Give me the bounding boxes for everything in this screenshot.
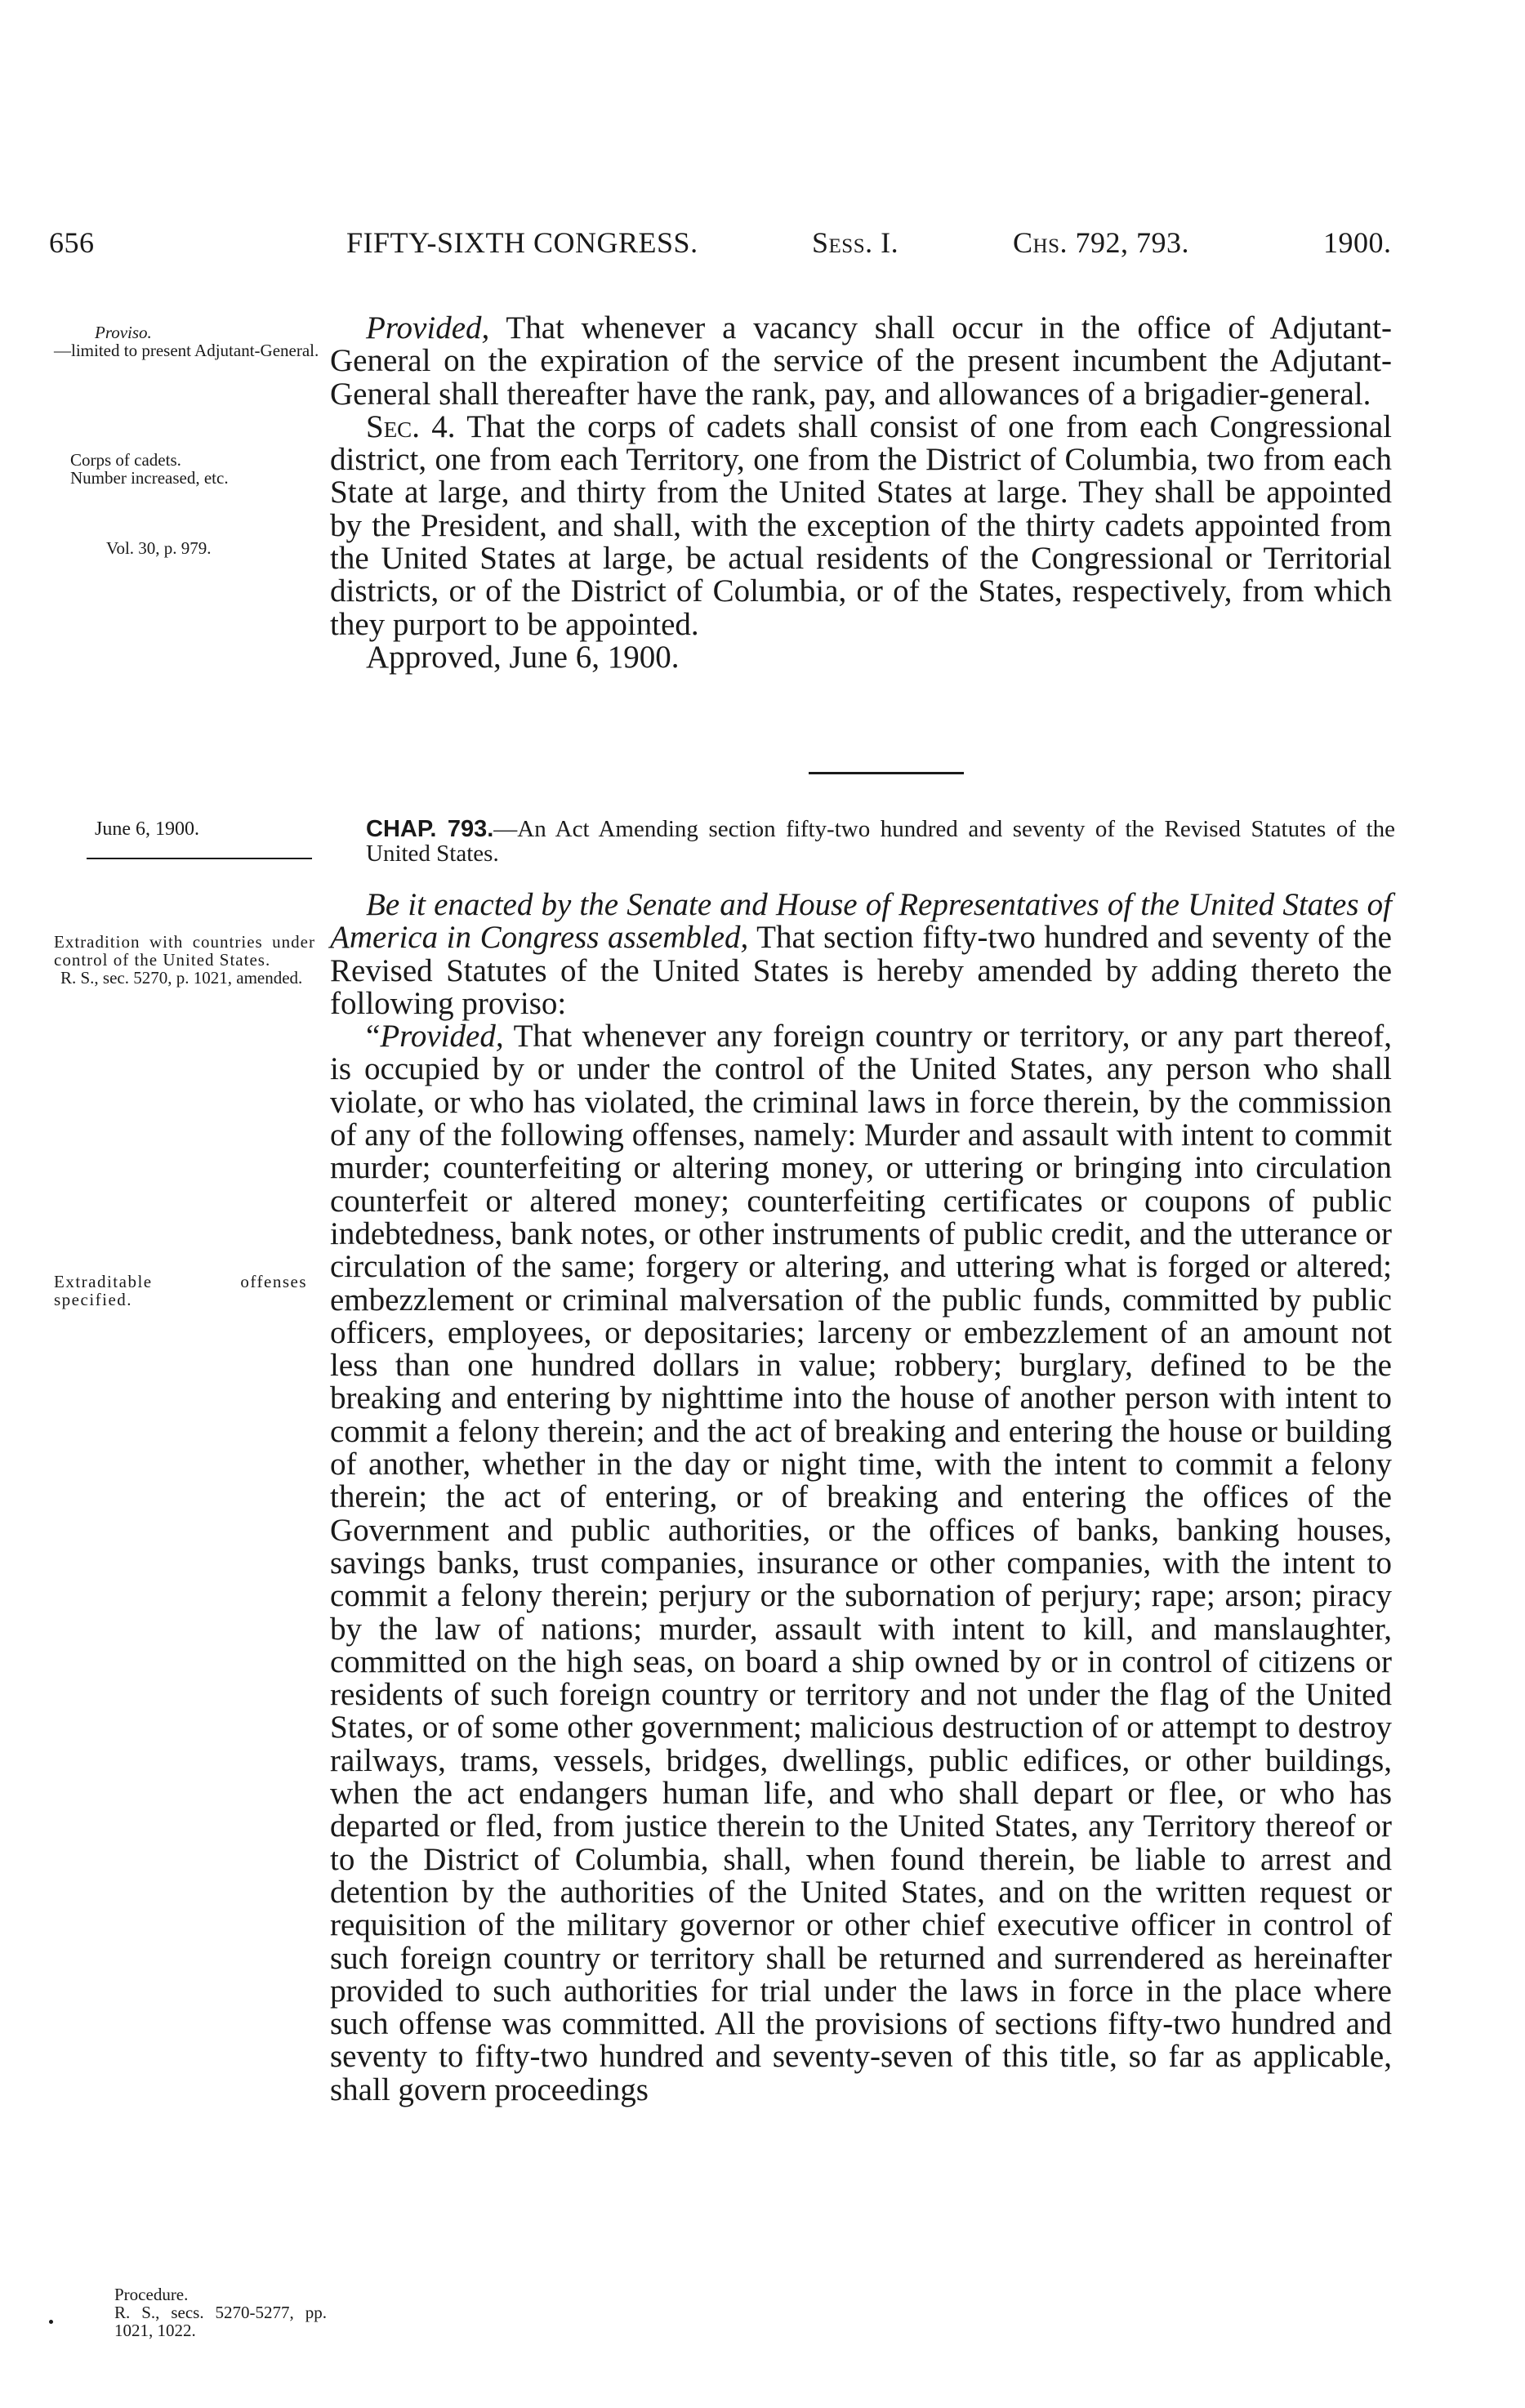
header-year: 1900. <box>1323 226 1392 259</box>
margin-extradition-text: Extradition with countries under control of the United States. <box>54 932 315 970</box>
section-divider-rule <box>809 772 964 774</box>
header-session: Sess. I. <box>812 226 899 259</box>
margin-note-extraditable <box>54 1273 307 1309</box>
enacting-text: That section fifty-two hundred and seventy of the Revised Statutes of the United States is hereby amended by adding thereto the following proviso: <box>330 920 1392 1021</box>
margin-bullet <box>49 2320 53 2324</box>
margin-note-procedure <box>54 2285 327 2339</box>
margin-proviso-text: —limited to present Adjutant-General. <box>54 341 319 360</box>
enacting-paragraph <box>330 889 1392 1020</box>
margin-rs-ref: R. S., sec. 5270, p. 1021, amended. <box>60 968 303 988</box>
sec4-paragraph <box>330 408 1392 642</box>
proviso-text: That whenever a vacancy shall occur in the office of Adjutant-General on the expiration of the service of the present incumbent the Adjutant-General shall thereafter have the rank, pay, and allowances of a brigadier-general. <box>330 310 1392 412</box>
header-congress: FIFTY-SIXTH CONGRESS. <box>346 226 698 259</box>
header-chapters: Chs. 792, 793. <box>1013 226 1189 259</box>
extradition-proviso-text: That whenever any foreign country or territory, or any part thereof, is occupied by or under the control of the United States, any person who shall violate, or who has violated, the criminal laws in force therein, by the commission of any of the following offenses, namely: Murder and assault with intent to commit murder; counterfeiting or altering money, or uttering or bringing into circulation counterfeit or altered money; counterfeiting certificates or coupons of public indebtedness, bank notes, or other instruments of public credit, and the utterance or circulation of the same; forgery or altering, and uttering what is forged or altered; embezzlement or criminal malversation of the public funds, committed by public officers, employees, or depositaries; larceny or embezzlement of an amount not less than one hundred dollars in value; robbery; burglary, defined to be the breaking and entering by nighttime into the house of another person with intent to commit a felony therein; and the act of breaking and entering the house or building of another, whether in the day or night time, with the intent to commit a felony therein; the act of entering, or of breaking and entering the offices of the Government and public authorities, or the offices of banks, banking houses, savings banks, trust companies, insurance or other companies, with the intent to commit a felony therein; perjury or the subornation of perjury; rape; arson; piracy by the law of nations; murder, assault with intent to kill, and manslaughter, committed on the high seas, on board a ship owned by or in control of citizens or residents of such foreign country or territory and not under the flag of the United States, or of some other government; malicious destruction of or attempt to destroy railways, trams, vessels, bridges, dwellings, public edifices, or other buildings, when the act endangers human life, and who shall depart or flee, or who has departed or fled, from justice therein to the United States, any Territory thereof or to the District of Columbia, shall, when found therein, be liable to arrest and detention by the authorities of the United States, and on the written request or requisition of the military governor or other chief executive officer in control of such foreign country or territory shall be returned and surrendered as hereinafter provided to such authorities for trial under the laws in force in the place where such offense was committed. All the provisions of sections fifty-two hundred and seventy to fifty-two hundred and seventy-seven of this title, so far as applicable, shall govern proceedings <box>330 1019 1392 2107</box>
enacting-clause: Be it enacted by the Senate and House of Representatives of the United States of America in Congress assembled, <box>330 887 1392 956</box>
margin-note-proviso <box>54 323 327 359</box>
margin-procedure-label: Procedure. <box>114 2285 189 2304</box>
margin-corps-label: Corps of cadets. <box>70 450 181 470</box>
margin-corps-text: Number increased, etc. <box>70 468 229 488</box>
extradition-provided: Provided, <box>380 1019 504 1055</box>
page-header <box>49 225 1397 266</box>
section-enactment <box>330 889 1392 2107</box>
page-number: 656 <box>49 226 95 259</box>
margin-procedure-ref: R. S., secs. 5270-5277, pp. 1021, 1022. <box>114 2303 327 2340</box>
chap793-label: CHAP. 793. <box>366 816 494 842</box>
extradition-proviso-paragraph <box>330 1020 1392 2107</box>
section-proviso-and-sec4 <box>330 312 1392 674</box>
sec4-text: That the corps of cadets shall consist of one from each Congressional district, one from each Territory, one from the District of Columbia, two from each State at large, and thirty from the United States at large. They shall be appointed by the President, and shall, with the exception of the thirty cadets appointed from the United States at large, be actual residents of the Congressional or Territorial districts, or of the District of Columbia, or of the States, respectively, from which they purport to be appointed. <box>330 408 1392 642</box>
chap793-heading <box>366 817 1395 866</box>
margin-vol-ref: Vol. 30, p. 979. <box>106 538 212 558</box>
margin-proviso-label: Proviso. <box>95 323 152 342</box>
approved-line: Approved, June 6, 1900. <box>366 639 680 675</box>
chap793-title: —An Act Amending section fifty-two hundred and seventy of the Revised Statutes of the United States. <box>366 816 1395 867</box>
margin-note-corps <box>54 451 327 487</box>
margin-note-extradition <box>54 933 327 987</box>
margin-date-rule <box>87 858 312 859</box>
margin-extraditable-text: Extraditable offenses specified. <box>54 1272 307 1309</box>
sec4-label: Sec. 4. <box>366 408 456 444</box>
proviso-paragraph <box>330 312 1392 411</box>
quote-open: “ <box>366 1019 381 1055</box>
proviso-lead: Provided, <box>366 310 490 346</box>
margin-date: June 6, 1900. <box>95 818 199 840</box>
